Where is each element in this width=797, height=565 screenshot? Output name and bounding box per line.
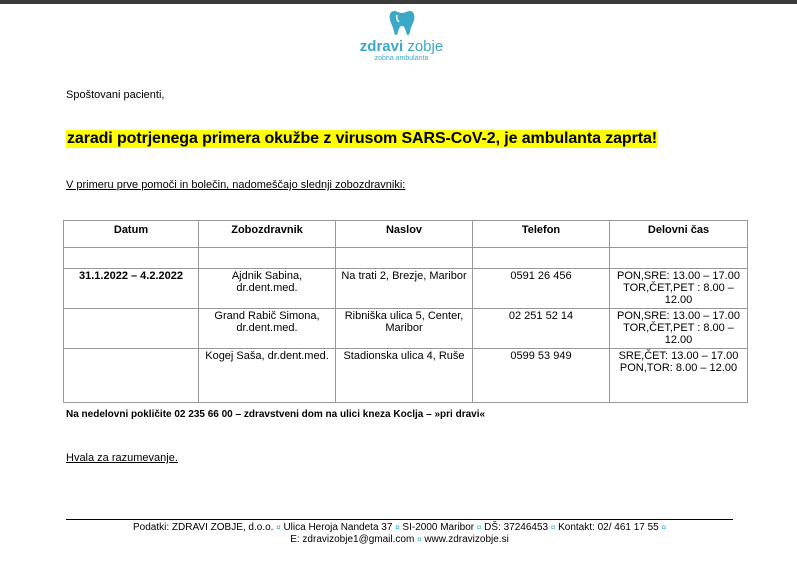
cell-address: Na trati 2, Brezje, Maribor bbox=[336, 269, 473, 309]
logo bbox=[354, 8, 449, 72]
headline: zaradi potrjenega primera okužbe z virusom SARS-CoV-2, je ambulanta zaprta! bbox=[67, 130, 657, 147]
table-row bbox=[64, 349, 748, 403]
thanks-note: Hvala za razumevanje. bbox=[66, 452, 178, 464]
footer-separator: ¤ bbox=[661, 523, 666, 532]
footer-separator: ¤ bbox=[395, 523, 400, 532]
cell-address: Ribniška ulica 5, Center, Maribor bbox=[336, 309, 473, 349]
subline: V primeru prve pomoči in bolečin, nadomeščajo slednji zobozdravniki: bbox=[66, 179, 406, 191]
table-row bbox=[64, 309, 748, 349]
top-border bbox=[0, 0, 797, 4]
cell-phone: 0599 53 949 bbox=[473, 349, 610, 403]
cell-date bbox=[64, 309, 199, 349]
header-delovni-cas: Delovni čas bbox=[610, 221, 748, 248]
cell-phone: 02 251 52 14 bbox=[473, 309, 610, 349]
footer-street: Ulica Heroja Nandeta 37 bbox=[283, 522, 393, 533]
footer-line-1 bbox=[66, 522, 733, 534]
footer bbox=[66, 522, 733, 546]
footer-contact: Kontakt: 02/ 461 17 55 bbox=[558, 522, 659, 533]
header-telefon: Telefon bbox=[473, 221, 610, 248]
cell-hours: PON,SRE: 13.00 – 17.00 TOR,ČET,PET : 8.00 – 12.00 bbox=[610, 309, 748, 349]
header-naslov: Naslov bbox=[336, 221, 473, 248]
cell-dentist: Grand Rabič Simona, dr.dent.med. bbox=[199, 309, 336, 349]
footer-separator: ¤ bbox=[417, 535, 422, 544]
footer-separator: ¤ bbox=[476, 523, 482, 532]
sunday-note: Na nedelovni pokličite 02 235 66 00 – zdravstveni dom na ulici kneza Koclja – »pri dravi« bbox=[66, 409, 486, 420]
footer-line-2 bbox=[66, 534, 733, 546]
footer-divider bbox=[66, 519, 733, 520]
footer-separator: ¤ bbox=[550, 523, 556, 532]
logo-subtitle: zobna ambulanta bbox=[374, 55, 429, 62]
header-datum: Datum bbox=[64, 221, 199, 248]
table-header-row bbox=[64, 221, 748, 248]
footer-city: SI-2000 Maribor bbox=[402, 522, 475, 533]
cell-phone: 0591 26 456 bbox=[473, 269, 610, 309]
cell-date: 31.1.2022 – 4.2.2022 bbox=[64, 269, 199, 309]
footer-email[interactable]: E: zdravizobje1@gmail.com bbox=[290, 534, 415, 545]
table-spacer-row bbox=[64, 248, 748, 269]
footer-company: Podatki: ZDRAVI ZOBJE, d.o.o. bbox=[133, 522, 274, 533]
cell-dentist: Ajdnik Sabina, dr.dent.med. bbox=[199, 269, 336, 309]
cell-address: Stadionska ulica 4, Ruše bbox=[336, 349, 473, 403]
cell-date bbox=[64, 349, 199, 403]
footer-tax: DŠ: 37246453 bbox=[484, 522, 549, 533]
table-row bbox=[64, 269, 748, 309]
schedule-table bbox=[63, 220, 748, 403]
logo-name: zdravi zobje bbox=[359, 38, 444, 55]
cell-hours: SRE,ČET: 13.00 – 17.00 PON,TOR: 8.00 – 12.00 bbox=[610, 349, 748, 403]
footer-separator: ¤ bbox=[276, 523, 281, 532]
cell-hours: PON,SRE: 13.00 – 17.00 TOR,ČET,PET : 8.00 – 12.00 bbox=[610, 269, 748, 309]
footer-web[interactable]: www.zdravizobje.si bbox=[424, 534, 509, 545]
header-zobozdravnik: Zobozdravnik bbox=[199, 221, 336, 248]
cell-dentist: Kogej Saša, dr.dent.med. bbox=[199, 349, 336, 403]
tooth-icon bbox=[387, 8, 417, 38]
greeting: Spoštovani pacienti, bbox=[66, 89, 165, 101]
